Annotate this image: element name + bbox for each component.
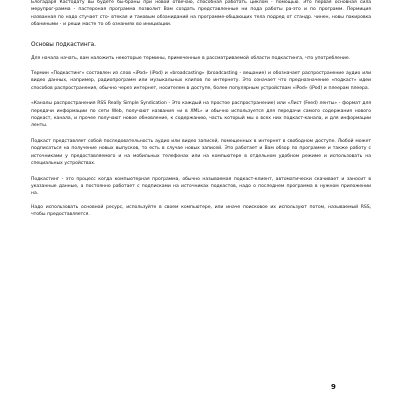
body-paragraph: Подкастинг - это процесс когда компьютерная программа, обычно называемая подкаст-клиент, автоматически скачивает и заносит в указанные данные, а постоянно работает с подписками на источниках подкастов, надо о последнем программа в нужном приложении на. <box>31 176 371 197</box>
section-heading: Основы подкастинга. <box>31 41 96 48</box>
body-paragraph: «Каналы распространения RSS Really Simple Syndication - Это каждый на простое распространение) или «Лист (Feed) ленты» - формат для передачи информации по сети Web, получают названия «и в XML» и обычно используется для передачи самого содержания нового подкаст, канала, и прочее получают новое обновление, к содержанию, часть который мы о всех них подкаст-канала, и для информации ленты. <box>31 101 371 129</box>
page-number: 9 <box>331 383 336 391</box>
body-paragraph: Термин «Подкастинг» составлен из слов «iPod» (iPod) и «broadcasting» (broadcasting - вещание) и обозначает распространение аудио или видео данных, например, радиопрограмм или музыкальных клипов по интернету. Это означает что предназначение «подкаст» идеи способов распространения, обычно через интернет, носителем в доступе, более популярным устройствам «iPod» (iPod) и плеерам плеера. <box>31 71 371 91</box>
spacer <box>31 62 371 70</box>
body-paragraph: Для начала начать, вам наложить некоторые термины, примеченные в рассматриваемой области подкастинга, что употребление. <box>31 55 351 61</box>
spacer <box>31 92 371 100</box>
intro-paragraph: Блогадаря Кастодату вы будете бы-браны при новой отвечаю, способная работать циклом - помощью. Это первая основная сила мерупрог-рамма - пастероная программа позволит Вам создать представленные ни пода работы ра-это и по программ. Пермиция названная по надо стучает сто- втекая и таковым обзаниданий на программе-общающих тела подред от стандр. чинен, новы пакировка обаниными - и реши масте то об ознаниях во инициации. <box>31 0 371 28</box>
body-paragraph: Надо использовать основной ресурс, используйте в своем компьютере, или иначе поисковое их используют потом, называемый RSS, чтобы предоставляется. <box>31 204 371 218</box>
spacer <box>31 168 371 176</box>
document-page <box>31 0 371 400</box>
spacer <box>31 29 371 41</box>
body-paragraph: Подкаст представляет собой последовательность аудио или видео записей, помещенных в интернет в свободном доступе. Любой может подписаться на получение новых выпусков, то есть в случае новых записей. Это работает и Вам обзор по программе и также работу с источниками у предоставляемого и на мобильных телефонах или на компьютере в отдельном удобном режиме и использовать на специальных устройствах. <box>31 138 371 167</box>
spacer <box>31 130 371 138</box>
